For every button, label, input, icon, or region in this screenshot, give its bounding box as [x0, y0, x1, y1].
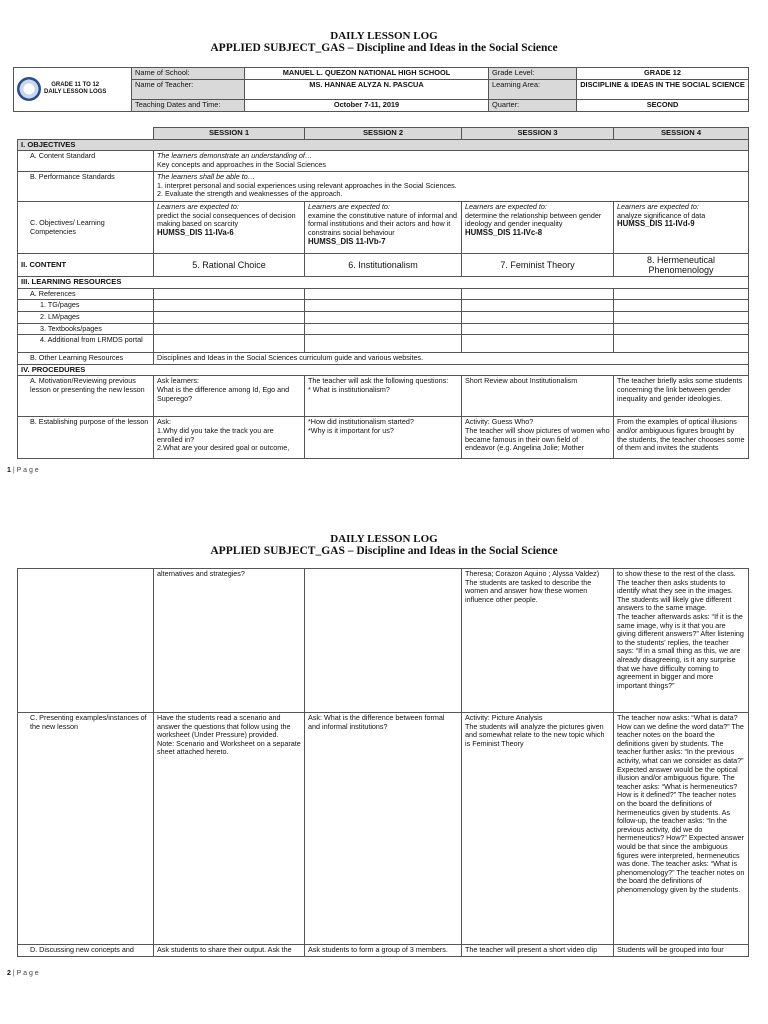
proc-c-session-4: The teacher now asks: “What is data? How can we define the word data?” The teacher notes on the board the definitions given by students. The teacher further asks: “In the previous activity, what can we consider as data?” Expected answer would be the optical illusion and/or ambiguous figure. The teacher asks: “What is hermeneutics? How is it defined?” The teacher notes on the board the definitions of hermeneutics given by students. As follow-up, the teacher asks: “In the previous activity, did we do hermeneutics? How?” Expected answer would be that since the ambiguous figures were interpreted, hermeneutics was done. The teacher asks: “What is phenomenology?” The teacher notes on the board the definitions of phenomenology given by the students. — [614, 713, 749, 945]
competency-session-3 — [462, 202, 614, 254]
session-3-header: SESSION 3 — [462, 128, 614, 140]
quarter-value: SECOND — [577, 100, 749, 112]
comp-text: analyze significance of data — [617, 210, 706, 220]
lesson-table-1 — [17, 127, 749, 459]
proc-b-cont-session-2 — [305, 569, 462, 713]
proc-c-session-1: Have the students read a scenario and answer the questions that follow using the worksheet (Under Pressure) provided. Note: Scenario and Worksheet on a separate sheet attached hereto. — [154, 713, 305, 945]
competencies-label: C. Objectives/ Learning Competencies — [18, 202, 154, 254]
other-resources: Disciplines and Ideas in the Social Sciences curriculum guide and various websites. — [154, 353, 749, 365]
content-standard-label: A. Content Standard — [18, 151, 154, 172]
proc-b-session-3: Activity: Guess Who? The teacher will show pictures of women who became famous in their own field of endeavor (e.g. Angelina Jolie; Mother — [462, 417, 614, 459]
references-label: A. References — [18, 288, 154, 300]
dates-label: Teaching Dates and Time: — [132, 100, 245, 112]
proc-d-session-3: The teacher will present a short video clip — [462, 945, 614, 957]
proc-b-cont-session-3: Theresa; Corazon Aquino ; Alyssa Valdez) The students are tasked to describe the women and answer how these women influence other people. — [462, 569, 614, 713]
topic-session-3: 7. Feminist Theory — [462, 254, 614, 277]
logo-block — [14, 68, 132, 112]
content-standard-intro: The learners demonstrate an understanding of… — [157, 151, 313, 161]
proc-b-cont-session-4: to show these to the rest of the class. The teacher then asks students to identify what they see in the images. The students will likely give different answers to the same image. The teacher afterwards asks: “If it is the same image, why is it that you are giving different answers?” After listening to the students’ replies, the teacher says: “If in a small thing as this, we are already disagreeing, is it any surprise that we have difficulty coming to agreement in bigger and more important things?” — [614, 569, 749, 713]
perf-std-intro: The learners shall be able to… — [157, 172, 255, 182]
competency-session-1 — [154, 202, 305, 254]
page-word: | P a g e — [12, 970, 39, 977]
session-1-header: SESSION 1 — [154, 128, 305, 140]
doc-title-p2: DAILY LESSON LOG — [330, 533, 438, 545]
session-2-header: SESSION 2 — [305, 128, 462, 140]
proc-d-session-1: Ask students to share their output. Ask the — [154, 945, 305, 957]
comp-intro: Learners are expected to: — [308, 202, 390, 212]
lm-pages-label: 2. LM/pages — [18, 311, 154, 323]
header-table — [13, 67, 749, 112]
school-label: Name of School: — [132, 68, 245, 80]
page-number-value: 1 — [7, 467, 11, 474]
page-number-1 — [7, 467, 39, 474]
proc-a-session-4: The teacher briefly asks some students concerning the link between gender inequality and gender ideologies. — [614, 376, 749, 417]
quarter-label: Quarter: — [489, 100, 577, 112]
proc-a-session-1: Ask learners: What is the difference among Id, Ego and Superego? — [154, 376, 305, 417]
comp-code: HUMSS_DIS 11-IVa-6 — [157, 227, 234, 237]
topic-session-1: 5. Rational Choice — [154, 254, 305, 277]
tg-pages-label: 1. TG/pages — [18, 300, 154, 312]
objectives-heading: I. OBJECTIVES — [18, 139, 749, 151]
comp-text: examine the constitutive nature of informal and formal institutions and their actors and how it constrains social behaviour — [308, 210, 458, 237]
perf-std-1: 1. interpret personal and social experiences using relevant approaches in the Social Sciences. — [157, 180, 457, 190]
comp-code: HUMSS_DIS 11-IVb-7 — [308, 236, 386, 246]
proc-d-session-4: Students will be grouped into four — [614, 945, 749, 957]
comp-text: determine the relationship between gender ideology and gender inequality — [465, 210, 602, 229]
proc-c-session-2: Ask: What is the difference between formal and informal institutions? — [305, 713, 462, 945]
comp-code: HUMSS_DIS 11-IVd-9 — [617, 219, 695, 229]
proc-b-session-1: Ask: 1.Why did you take the track you are enrolled in? 2.What are your desired goal or outcome, — [154, 417, 305, 459]
proc-b-label: B. Establishing purpose of the lesson — [18, 417, 154, 459]
comp-intro: Learners are expected to: — [465, 202, 547, 212]
proc-b-session-4: From the examples of optical illusions and/or ambiguous figures brought by the students, the teacher chooses some of them and invites the students — [614, 417, 749, 459]
proc-d-session-2: Ask students to form a group of 3 members. — [305, 945, 462, 957]
lesson-table-2 — [17, 568, 749, 957]
proc-d-label: D. Discussing new concepts and — [18, 945, 154, 957]
logo-line-2: DAILY LESSON LOGS — [44, 89, 107, 96]
other-resources-label: B. Other Learning Resources — [18, 353, 154, 365]
proc-c-session-3: Activity: Picture Analysis The students will analyze the pictures given and somewhat relate to the new topic which is Feminist Theory — [462, 713, 614, 945]
teacher-name: MS. HANNAE ALYZA N. PASCUA — [245, 80, 489, 100]
comp-intro: Learners are expected to: — [157, 202, 239, 212]
proc-c-label: C. Presenting examples/instances of the new lesson — [18, 713, 154, 945]
proc-a-session-3: Short Review about Institutionalism — [462, 376, 614, 417]
procedures-heading: IV. PROCEDURES — [18, 364, 749, 376]
page-2 — [0, 505, 768, 1024]
school-name: MANUEL L. QUEZON NATIONAL HIGH SCHOOL — [245, 68, 489, 80]
proc-b-session-2: *How did institutionalism started? *Why is it important for us? — [305, 417, 462, 459]
proc-b-cont-session-1: alternatives and strategies? — [154, 569, 305, 713]
competency-session-2 — [305, 202, 462, 254]
logo-line-1: GRADE 11 TO 12 — [51, 82, 100, 89]
comp-text: predict the social consequences of decision making based on scarcity — [157, 210, 296, 229]
topic-session-2: 6. Institutionalism — [305, 254, 462, 277]
performance-standards-label: B. Performance Standards — [18, 172, 154, 202]
page-1 — [0, 0, 768, 490]
lrmds-label: 4. Additional from LRMDS portal — [18, 335, 154, 353]
deped-seal-icon — [17, 77, 41, 101]
doc-subtitle-p2: APPLIED SUBJECT_GAS – Discipline and Ideas in the Social Science — [210, 545, 558, 557]
page-number-value: 2 — [7, 970, 11, 977]
proc-a-label: A. Motivation/Reviewing previous lesson or presenting the new lesson — [18, 376, 154, 417]
grade-value: GRADE 12 — [577, 68, 749, 80]
resources-heading: III. LEARNING RESOURCES — [18, 277, 749, 289]
doc-subtitle: APPLIED SUBJECT_GAS – Discipline and Ideas in the Social Science — [210, 42, 558, 54]
performance-standards — [154, 172, 749, 202]
competency-session-4 — [614, 202, 749, 254]
doc-title: DAILY LESSON LOG — [330, 30, 438, 42]
dates-value: October 7-11, 2019 — [245, 100, 489, 112]
page-word: | P a g e — [12, 467, 39, 474]
textbooks-label: 3. Textbooks/pages — [18, 323, 154, 335]
teacher-label: Name of Teacher: — [132, 80, 245, 100]
proc-a-session-2: The teacher will ask the following questions: * What is institutionalism? — [305, 376, 462, 417]
topic-session-4: 8. Hermeneutical Phenomenology — [614, 254, 749, 277]
comp-intro: Learners are expected to: — [617, 202, 699, 212]
area-label: Learning Area: — [489, 80, 577, 100]
perf-std-2: 2. Evaluate the strength and weaknesses of the approach. — [157, 189, 343, 199]
comp-code: HUMSS_DIS 11-IVc-8 — [465, 227, 543, 237]
area-value: DISCIPLINE & IDEAS IN THE SOCIAL SCIENCE — [577, 80, 749, 100]
page-number-2 — [7, 970, 39, 977]
content-heading: II. CONTENT — [18, 254, 154, 277]
content-standard-text: Key concepts and approaches in the Social Sciences — [157, 159, 327, 169]
session-4-header: SESSION 4 — [614, 128, 749, 140]
content-standard — [154, 151, 749, 172]
grade-label: Grade Level: — [489, 68, 577, 80]
